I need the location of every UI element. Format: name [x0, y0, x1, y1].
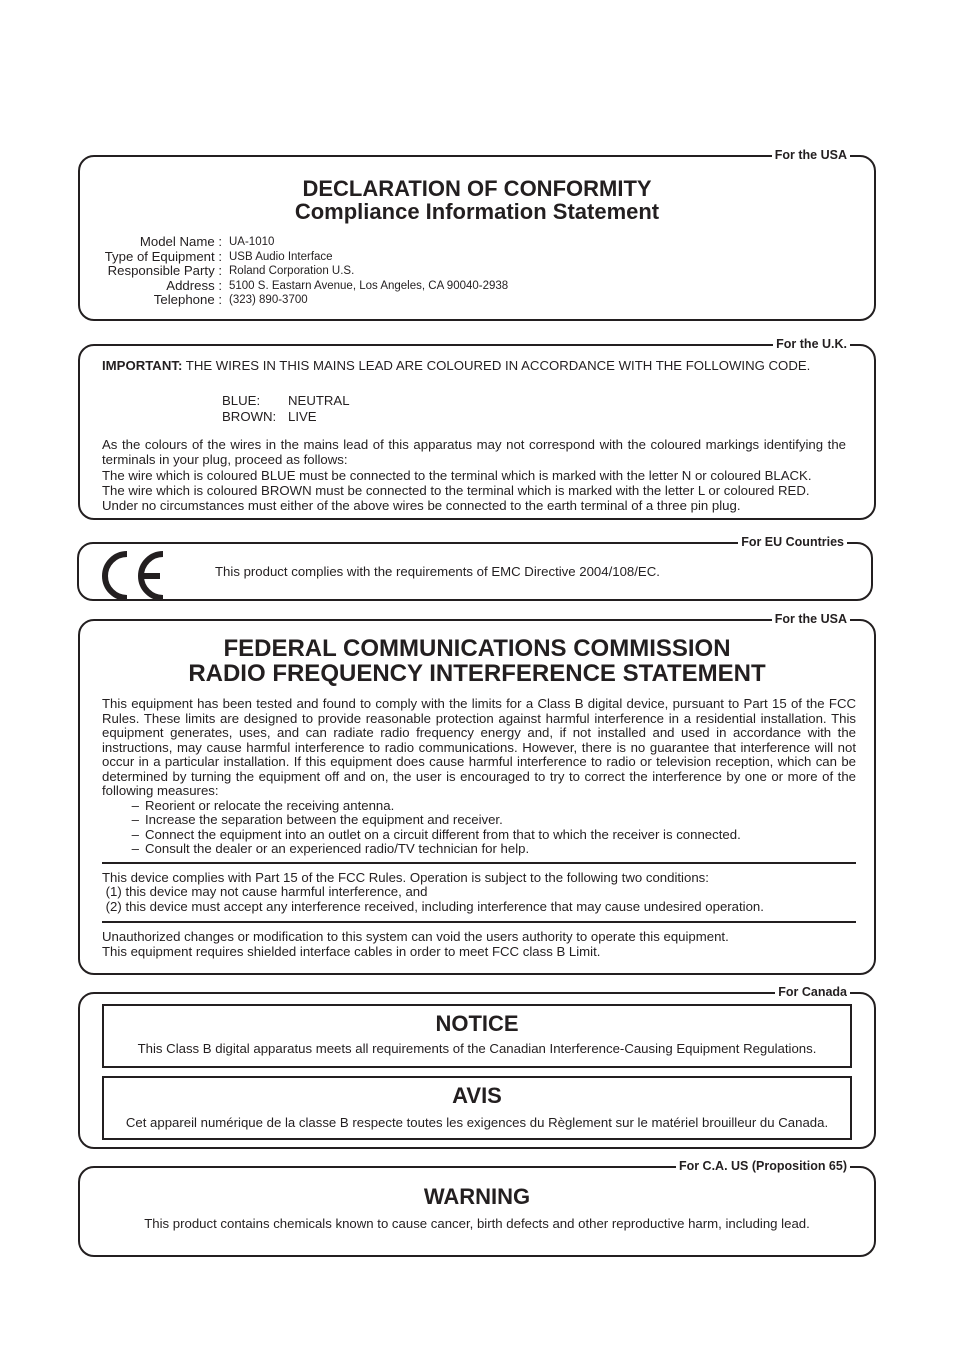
list-item: – Connect the equipment into an outlet on a circuit different from that to which the receiver is connected.	[131, 826, 741, 842]
prop65-section	[78, 1159, 876, 1257]
field-label: Address :	[166, 277, 222, 293]
uk-line: Under no circumstances must either of the above wires be connected to the earth terminal of a three pin plug.	[102, 498, 741, 514]
field-label: Responsible Party :	[107, 263, 222, 278]
region-tag: For the U.K.	[773, 337, 850, 351]
uk-instructions	[102, 437, 846, 513]
wire-row	[222, 409, 350, 425]
canada-section	[78, 985, 876, 1149]
notice-title: NOTICE	[435, 1011, 519, 1036]
field-value: USB Audio Interface	[229, 250, 333, 263]
region-tag: For the USA	[772, 148, 850, 162]
field-value: 5100 S. Eastarn Avenue, Los Angeles, CA 90040-2938	[229, 279, 509, 292]
list-item: – Consult the dealer or an experienced radio/TV technician for help.	[131, 841, 530, 856]
part15-line: (2) this device must accept any interference received, including interference that may cause undesired operation.	[102, 898, 764, 914]
field-value: (323) 890-3700	[229, 294, 308, 306]
fcc-title-line2: RADIO FREQUENCY INTERFERENCE STATEMENT	[188, 660, 766, 687]
divider	[102, 921, 856, 923]
part15-line: (1) this device may not cause harmful interference, and	[102, 884, 428, 899]
wire-color: BLUE:	[222, 393, 261, 408]
warning-text: This product contains chemicals known to cause cancer, birth defects and other reproductive harm, including lead.	[144, 1216, 810, 1231]
field-label: Telephone :	[153, 292, 222, 307]
measure-text: Consult the dealer or an experienced radio/TV technician for help.	[145, 841, 530, 856]
wire-meaning: LIVE	[288, 409, 317, 424]
part15-line: This device complies with Part 15 of the FCC Rules. Operation is subject to the following two conditions:	[102, 869, 709, 885]
declaration-subtitle: Compliance Information Statement	[294, 199, 660, 224]
region-tag: For Canada	[775, 985, 850, 999]
avis-title: AVIS	[452, 1083, 502, 1108]
warning-title: WARNING	[423, 1184, 531, 1209]
field-value: Roland Corporation U.S.	[229, 265, 355, 277]
important-text: THE WIRES IN THIS MAINS LEAD ARE COLOURED IN ACCORDANCE WITH THE FOLLOWING CODE.	[182, 358, 811, 373]
notice-text: This Class B digital apparatus meets all requirements of the Canadian Interference-Causing Equipment Regulations.	[137, 1041, 817, 1056]
uk-important	[102, 359, 856, 374]
notice-box	[102, 1004, 852, 1068]
wire-meaning: NEUTRAL	[288, 393, 350, 408]
field-value: UA-1010	[229, 236, 275, 248]
important-label: IMPORTANT:	[102, 358, 183, 373]
region-tag: For the USA	[772, 612, 850, 626]
eu-statement: This product complies with the requirements of EMC Directive 2004/108/EC.	[215, 564, 660, 579]
declaration-section	[78, 148, 876, 321]
measure-text: Reorient or relocate the receiving antenna.	[145, 797, 395, 813]
unauthorized-line: Unauthorized changes or modification to this system can void the users authority to operate this equipment.	[102, 929, 729, 944]
list-item: – Reorient or relocate the receiving antenna.	[131, 797, 395, 813]
declaration-fields	[102, 235, 508, 308]
field-label: Type of Equipment :	[104, 248, 222, 264]
avis-box	[102, 1076, 852, 1140]
unauthorized-line: This equipment requires shielded interface cables in order to meet FCC class B Limit.	[102, 943, 601, 959]
eu-section	[77, 535, 873, 601]
avis-text: Cet appareil numérique de la classe B respecte toutes les exigences du Règlement sur le matériel brouilleur du Canada.	[125, 1115, 829, 1130]
wire-color: BROWN:	[222, 409, 277, 424]
region-tag: For EU Countries	[738, 535, 847, 549]
uk-line: The wire which is coloured BROWN must be connected to the terminal which is marked with the letter L or coloured RED.	[102, 482, 810, 498]
field-row	[102, 250, 508, 265]
fcc-title-line1: FEDERAL COMMUNICATIONS COMMISSION	[223, 635, 731, 662]
field-row	[102, 293, 508, 308]
measure-text: Connect the equipment into an outlet on a circuit different from that to which the receiver is connected.	[145, 826, 741, 842]
uk-line: The wire which is coloured BLUE must be connected to the terminal which is marked with the letter N or coloured BLACK.	[102, 467, 812, 483]
fcc-section	[78, 612, 876, 975]
field-row	[102, 279, 508, 294]
ce-mark-icon	[97, 551, 167, 601]
field-row	[102, 264, 508, 279]
wire-code	[222, 393, 350, 425]
uk-paragraph: As the colours of the wires in the mains lead of this apparatus may not correspond with the coloured markings identifying the terminals in your plug, proceed as follows:	[102, 437, 846, 468]
field-row	[102, 235, 508, 250]
measure-text: Increase the separation between the equipment and receiver.	[145, 812, 503, 827]
wire-row	[222, 393, 350, 409]
region-tag: For C.A. US (Proposition 65)	[676, 1159, 850, 1173]
uk-section	[78, 337, 876, 520]
declaration-title: DECLARATION OF CONFORMITY	[302, 176, 652, 201]
fcc-paragraph: This equipment has been tested and found to comply with the limits for a Class B digital device, pursuant to Part 15 of the FCC Rules. These limits are designed to provide reasonable protection against harmful interference in a residential installation. This equipment generates, uses, and can radiate radio frequency energy and, if not installed and used in accordance with the instructions, may cause harmful interference to radio communications. However, there is no guarantee that interference will not occur in a particular installation. If this equipment does cause harmful interference to radio or television reception, which can be determined by turning the equipment off and on, the user is encouraged to try to correct the interference by one or more of the following measures:	[102, 696, 856, 798]
divider	[102, 862, 856, 864]
list-item: – Increase the separation between the equipment and receiver.	[131, 812, 503, 827]
field-label: Model Name :	[139, 234, 222, 249]
